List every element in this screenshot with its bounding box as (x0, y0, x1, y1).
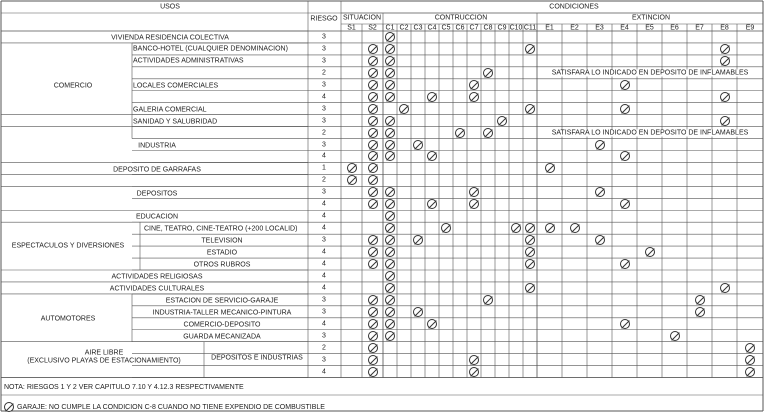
prohibited-symbol-icon (368, 116, 378, 126)
column-header-e3: E3 (595, 24, 604, 32)
prohibited-symbol-icon (385, 92, 395, 102)
sublabel-locales-comerciales: LOCALES COMERCIALES (133, 82, 219, 90)
prohibited-symbol-icon (385, 140, 395, 150)
label-actividades-culturales: ACTIVIDADES CULTURALES (109, 285, 205, 293)
prohibited-symbol-icon (385, 259, 395, 269)
prohibited-symbol-icon (545, 223, 555, 233)
prohibited-symbol-icon (385, 80, 395, 90)
riesgo-value: 3 (322, 141, 326, 149)
prohibited-symbol-icon (399, 104, 409, 114)
prohibited-symbol-icon (745, 343, 755, 353)
prohibited-symbol-icon (385, 271, 395, 281)
prohibited-symbol-icon (483, 128, 493, 138)
label-comercio: COMERCIO (53, 82, 93, 90)
prohibited-symbol-icon (368, 104, 378, 114)
riesgo-value: 2 (322, 69, 326, 77)
label-depositos: DEPOSITOS (136, 190, 178, 198)
prohibited-symbol-icon (368, 175, 378, 185)
prohibited-symbol-icon (368, 343, 378, 353)
sublabel-actividades-administrativas: ACTIVIDADES ADMINISTRATIVAS (133, 57, 244, 65)
riesgo-value: 3 (322, 105, 326, 113)
prohibited-symbol-icon (469, 92, 479, 102)
riesgo-value: 2 (322, 344, 326, 352)
prohibited-symbol-icon (368, 199, 378, 209)
prohibited-symbol-icon (368, 295, 378, 305)
prohibited-symbol-icon (720, 44, 730, 54)
prohibited-symbol-icon (368, 128, 378, 138)
riesgo-value: 4 (322, 93, 326, 101)
prohibited-symbol-icon (620, 104, 630, 114)
prohibited-symbol-icon (368, 247, 378, 257)
prohibited-symbol-icon (368, 56, 378, 66)
prohibited-symbol-icon (525, 259, 535, 269)
prohibited-symbol-icon (469, 80, 479, 90)
label-industria: INDUSTRIA (138, 142, 176, 150)
column-header-s2: S2 (368, 24, 377, 32)
riesgo-value: 4 (322, 200, 326, 208)
prohibited-symbol-icon (483, 68, 493, 78)
sublabel-industria-taller: INDUSTRIA-TALLER MECANICO-PINTURA (152, 309, 292, 317)
prohibited-symbol-icon (368, 259, 378, 269)
prohibited-symbol-icon (368, 151, 378, 161)
prohibited-symbol-icon (595, 235, 605, 245)
prohibited-symbol-icon (385, 56, 395, 66)
riesgo-value: 3 (322, 81, 326, 89)
prohibited-symbol-icon (385, 295, 395, 305)
prohibited-symbol-icon (745, 367, 755, 377)
prohibited-symbol-icon (695, 295, 705, 305)
sublabel-estacion-servicio: ESTACION DE SERVICIO-GARAJE (165, 297, 279, 305)
label-actividades-religiosas: ACTIVIDADES RELIGIOSAS (111, 273, 203, 281)
riesgo-value: 4 (322, 320, 326, 328)
riesgo-value: 3 (322, 308, 326, 316)
riesgo-value: 3 (322, 117, 326, 125)
prohibited-symbol-icon (368, 68, 378, 78)
prohibited-symbol-icon (545, 163, 555, 173)
column-header-c9: C9 (497, 24, 507, 32)
column-header-c4: C4 (427, 24, 437, 32)
prohibited-symbol-icon (620, 199, 630, 209)
prohibited-symbol-icon (413, 307, 423, 317)
riesgo-value: 3 (322, 356, 326, 364)
prohibited-symbol-icon (695, 307, 705, 317)
sublabel-guarda-mecanizada: GUARDA MECANIZADA (183, 333, 261, 341)
column-header-e1: E1 (545, 24, 554, 32)
sublabel-galeria-comercial: GALERIA COMERCIAL (133, 106, 207, 114)
prohibited-symbol-icon (595, 140, 605, 150)
prohibited-symbol-icon (720, 116, 730, 126)
sublabel-comercio-deposito: COMERCIO-DEPOSITO (183, 321, 261, 329)
sublabel-sanidad: SANIDAD Y SALUBRIDAD (133, 118, 218, 126)
column-header-e7: E7 (695, 24, 704, 32)
riesgo-value: 4 (322, 152, 326, 160)
prohibited-symbol-icon (469, 367, 479, 377)
prohibited-symbol-icon (368, 331, 378, 341)
prohibited-symbol-icon (385, 116, 395, 126)
header-construccion: CONTRUCCION (434, 14, 488, 22)
prohibited-symbol-icon (469, 355, 479, 365)
header-extincion: EXTINCION (631, 14, 671, 22)
prohibited-symbol-icon (368, 367, 378, 377)
prohibited-symbol-icon (620, 319, 630, 329)
label-educacion: EDUCACION (135, 213, 179, 221)
prohibited-symbol-icon (347, 175, 357, 185)
prohibited-symbol-icon (368, 44, 378, 54)
column-header-e2: E2 (570, 24, 579, 32)
prohibited-symbol-icon (385, 307, 395, 317)
column-header-c3: C3 (413, 24, 423, 32)
column-header-c8: C8 (483, 24, 493, 32)
header-riesgo: RIESGO (310, 15, 338, 23)
prohibited-symbol-icon (525, 104, 535, 114)
riesgo-value: 3 (322, 332, 326, 340)
column-header-e6: E6 (670, 24, 679, 32)
sublabel-estadio: ESTADIO (206, 249, 238, 257)
sublabel-otros-rubros: OTROS RUBROS (193, 261, 251, 269)
prohibited-symbol-icon (385, 68, 395, 78)
riesgo-value: 3 (322, 296, 326, 304)
riesgo-value: 3 (322, 57, 326, 65)
sublabel-television: TELEVISION (201, 237, 243, 245)
sublabel-cine-teatro: CINE, TEATRO, CINE-TEATRO (+200 LOCALID) (144, 225, 298, 233)
inflamables-note: SATISFARA LO INDICADO EN DEPOSITO DE INFLAMABLES (551, 129, 749, 137)
prohibited-symbol-icon (368, 355, 378, 365)
prohibited-symbol-icon (670, 331, 680, 341)
riesgo-value: 4 (322, 272, 326, 280)
riesgo-value: 4 (322, 212, 326, 220)
riesgo-value: 4 (322, 284, 326, 292)
column-header-c10: C10 (509, 24, 523, 32)
column-header-c5: C5 (441, 24, 451, 32)
column-header-c2: C2 (399, 24, 409, 32)
prohibited-symbol-icon (347, 163, 357, 173)
riesgo-value: 4 (322, 368, 326, 376)
label-espectaculos: ESPECTACULOS Y DIVERSIONES (11, 242, 125, 250)
riesgo-value: 1 (322, 164, 326, 172)
prohibited-symbol-icon (645, 247, 655, 257)
prohibited-symbol-icon (745, 355, 755, 365)
prohibited-symbol-icon (368, 92, 378, 102)
label-automotores: AUTOMOTORES (40, 315, 96, 323)
prohibited-symbol-icon (368, 319, 378, 329)
riesgo-value: 3 (322, 33, 326, 41)
riesgo-value: 4 (322, 224, 326, 232)
prohibited-symbol-icon (620, 80, 630, 90)
prohibited-symbol-icon (385, 319, 395, 329)
label-aire-libre: AIRE LIBRE (EXCLUSIVO PLAYAS DE ESTACIONAMIENTO) (27, 349, 181, 365)
prohibited-symbol-icon (525, 283, 535, 293)
prohibited-symbol-icon (620, 151, 630, 161)
prohibited-symbol-icon (720, 283, 730, 293)
column-header-e5: E5 (645, 24, 654, 32)
riesgo-value: 3 (322, 188, 326, 196)
riesgo-value: 2 (322, 176, 326, 184)
prohibited-symbol-icon (368, 235, 378, 245)
sublabel-depositos-industrias: DEPOSITOS E INDUSTRIAS (211, 354, 303, 362)
column-header-c1: C1 (385, 24, 395, 32)
prohibited-symbol-icon (385, 128, 395, 138)
label-deposito-garrafas: DEPOSITO DE GARRAFAS (113, 166, 201, 174)
prohibited-symbol-icon (368, 80, 378, 90)
column-header-c6: C6 (455, 24, 465, 32)
footnote-garaje: GARAJE: NO CUMPLE LA CONDICION C-8 CUANDO NO TIENE EXPENDIO DE COMBUSTIBLE (17, 404, 325, 411)
prohibited-symbol-icon (570, 223, 580, 233)
riesgo-value: 3 (322, 236, 326, 244)
riesgo-value: 4 (322, 260, 326, 268)
riesgo-value: 3 (322, 45, 326, 53)
prohibited-symbol-icon (385, 247, 395, 257)
prohibited-symbol-icon (620, 259, 630, 269)
prohibited-symbol-icon (427, 319, 437, 329)
inflamables-note: SATISFARA LO INDICADO EN DEPOSITO DE INFLAMABLES (551, 69, 749, 77)
prohibited-symbol-icon (525, 247, 535, 257)
riesgo-value: 4 (322, 248, 326, 256)
column-header-e4: E4 (620, 24, 629, 32)
prohibited-symbol-icon (385, 331, 395, 341)
prohibited-symbol-icon (497, 116, 507, 126)
footnote-nota: NOTA: RIESGOS 1 Y 2 VER CAPITULO 7.10 Y 4.12.3 RESPECTIVAMENTE (4, 384, 244, 391)
prohibited-symbol-icon (368, 140, 378, 150)
column-header-c7: C7 (469, 24, 479, 32)
sublabel-banco-hotel: BANCO-HOTEL (CUALQUIER DENOMINACION) (133, 45, 288, 53)
prohibited-symbol-icon (720, 56, 730, 66)
header-situacion: SITUACION (342, 14, 382, 22)
prohibited-symbol-icon (525, 44, 535, 54)
riesgo-value: 2 (322, 129, 326, 137)
prohibited-symbol-icon (427, 92, 437, 102)
column-header-e9: E9 (745, 24, 755, 32)
prohibited-symbol-icon (483, 295, 493, 305)
prohibited-symbol-icon (385, 283, 395, 293)
prohibited-symbol-legend-icon (4, 402, 14, 412)
prohibited-symbol-icon (595, 187, 605, 197)
prohibited-symbol-icon (385, 44, 395, 54)
header-condiciones: CONDICIONES (549, 3, 599, 11)
prohibited-symbol-icon (455, 128, 465, 138)
header-usos: USOS (160, 3, 180, 11)
prohibited-symbol-icon (720, 92, 730, 102)
column-header-c11: C11 (523, 24, 537, 32)
prohibited-symbol-icon (368, 163, 378, 173)
label-vivienda: VIVIENDA RESIDENCIA COLECTIVA (111, 34, 229, 42)
prohibited-symbol-icon (413, 140, 423, 150)
prohibited-symbol-icon (385, 32, 395, 42)
column-header-e8: E8 (720, 24, 729, 32)
prohibited-symbol-icon (368, 307, 378, 317)
prohibited-symbol-icon (368, 187, 378, 197)
column-header-s1: S1 (347, 24, 356, 32)
